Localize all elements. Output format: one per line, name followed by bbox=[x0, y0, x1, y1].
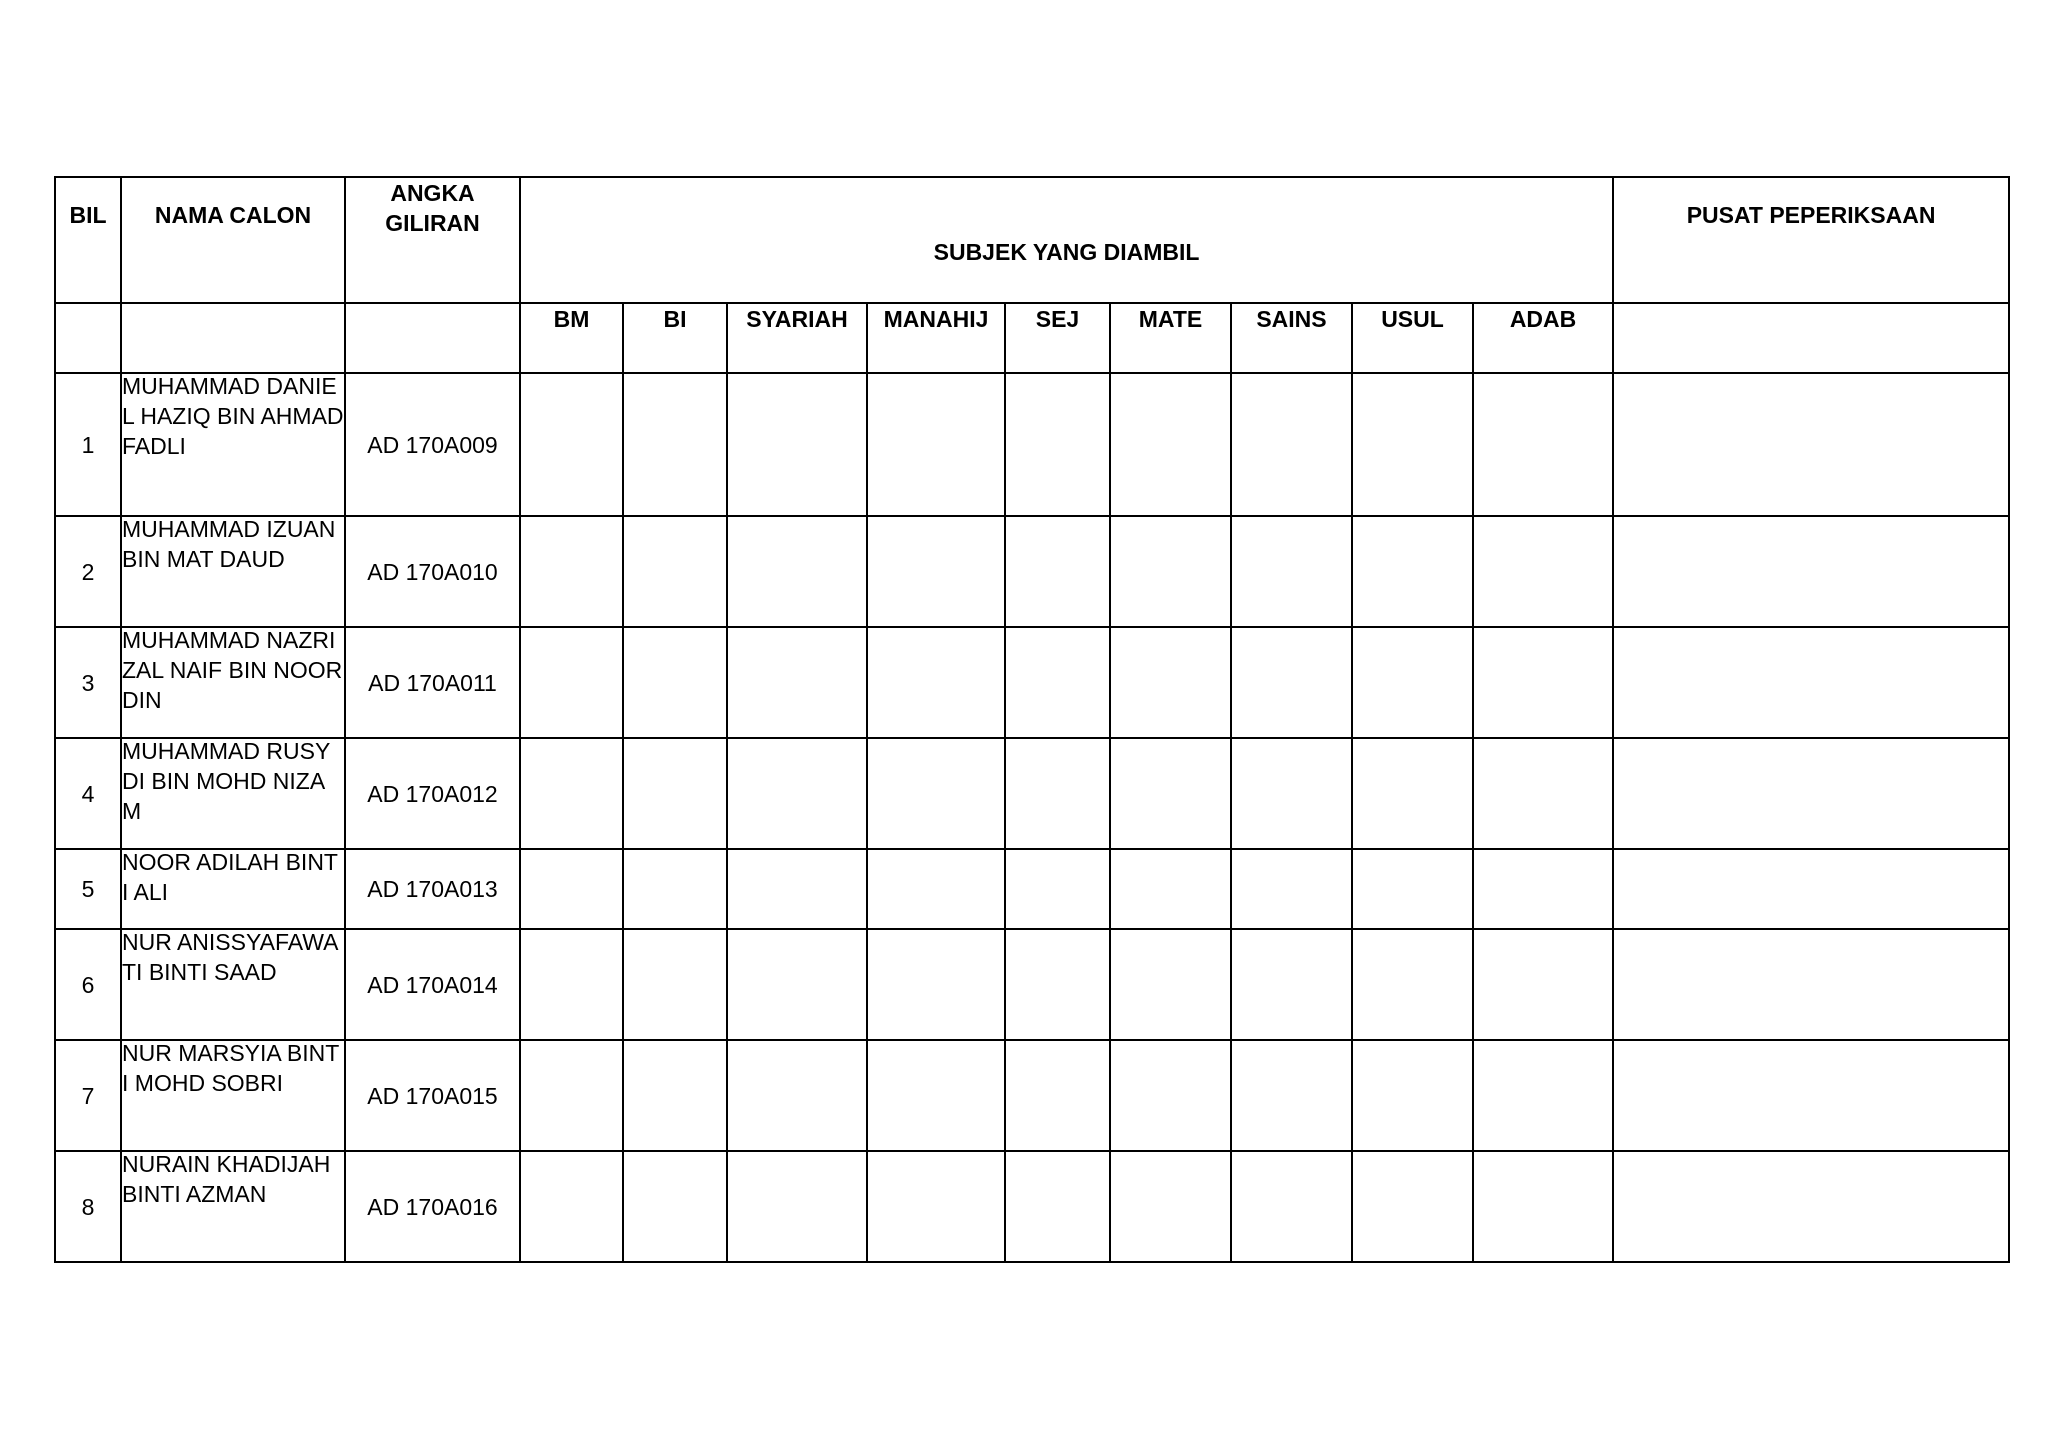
cell-bil: 8 bbox=[55, 1151, 121, 1262]
candidate-name: MUHAMMAD IZUAN BIN MAT DAUD bbox=[122, 516, 336, 572]
cell-nama-calon bbox=[121, 373, 345, 516]
cell-subject-mate[interactable] bbox=[1110, 1040, 1231, 1151]
cell-subject-adab[interactable] bbox=[1473, 738, 1613, 849]
cell-subject-adab[interactable] bbox=[1473, 1151, 1613, 1262]
cell-subject-manahij[interactable] bbox=[867, 1151, 1005, 1262]
candidate-register-table bbox=[54, 176, 2010, 1263]
candidate-name: MUHAMMAD DANIEL HAZIQ BIN AHMAD FADLI bbox=[122, 373, 344, 459]
cell-nama-calon bbox=[121, 849, 345, 929]
cell-angka-giliran: AD 170A010 bbox=[345, 516, 520, 627]
cell-bil: 1 bbox=[55, 373, 121, 516]
table-row bbox=[55, 373, 2009, 516]
candidate-name: NUR ANISSYAFAWATI BINTI SAAD bbox=[122, 929, 339, 985]
table-row bbox=[55, 738, 2009, 849]
cell-subject-bm[interactable] bbox=[520, 516, 623, 627]
cell-subject-syariah[interactable] bbox=[727, 516, 867, 627]
cell-subject-bi[interactable] bbox=[623, 516, 727, 627]
cell-nama-calon bbox=[121, 929, 345, 1040]
cell-bil: 4 bbox=[55, 738, 121, 849]
cell-subject-manahij[interactable] bbox=[867, 1040, 1005, 1151]
cell-subject-sains[interactable] bbox=[1231, 849, 1352, 929]
cell-nama-calon bbox=[121, 1040, 345, 1151]
cell-pusat-peperiksaan[interactable] bbox=[1613, 1040, 2009, 1151]
cell-angka-giliran: AD 170A016 bbox=[345, 1151, 520, 1262]
cell-subject-bi[interactable] bbox=[623, 373, 727, 516]
cell-pusat-peperiksaan[interactable] bbox=[1613, 627, 2009, 738]
cell-subject-usul[interactable] bbox=[1352, 627, 1473, 738]
subject-header-bm: BM bbox=[520, 303, 623, 373]
header-row-subjects bbox=[55, 303, 2009, 373]
cell-subject-bm[interactable] bbox=[520, 738, 623, 849]
header-sub-blank-nama bbox=[121, 303, 345, 373]
cell-subject-bm[interactable] bbox=[520, 929, 623, 1040]
cell-subject-sej[interactable] bbox=[1005, 849, 1110, 929]
cell-subject-adab[interactable] bbox=[1473, 627, 1613, 738]
cell-angka-giliran: AD 170A013 bbox=[345, 849, 520, 929]
cell-angka-giliran: AD 170A009 bbox=[345, 373, 520, 516]
cell-angka-giliran: AD 170A014 bbox=[345, 929, 520, 1040]
header-sub-blank-bil bbox=[55, 303, 121, 373]
cell-subject-sains[interactable] bbox=[1231, 1151, 1352, 1262]
cell-subject-syariah[interactable] bbox=[727, 849, 867, 929]
cell-subject-sains[interactable] bbox=[1231, 929, 1352, 1040]
cell-pusat-peperiksaan[interactable] bbox=[1613, 516, 2009, 627]
cell-subject-sains[interactable] bbox=[1231, 627, 1352, 738]
candidate-name: MUHAMMAD RUSYDI BIN MOHD NIZAM bbox=[122, 738, 331, 824]
header-sub-blank-pusat bbox=[1613, 303, 2009, 373]
subject-header-mate: MATE bbox=[1110, 303, 1231, 373]
cell-subject-mate[interactable] bbox=[1110, 738, 1231, 849]
cell-pusat-peperiksaan[interactable] bbox=[1613, 1151, 2009, 1262]
cell-nama-calon bbox=[121, 1151, 345, 1262]
cell-subject-sej[interactable] bbox=[1005, 1040, 1110, 1151]
cell-subject-sains[interactable] bbox=[1231, 516, 1352, 627]
cell-subject-usul[interactable] bbox=[1352, 929, 1473, 1040]
cell-subject-bi[interactable] bbox=[623, 929, 727, 1040]
subject-header-bi: BI bbox=[623, 303, 727, 373]
table-row bbox=[55, 929, 2009, 1040]
cell-subject-adab[interactable] bbox=[1473, 929, 1613, 1040]
cell-subject-mate[interactable] bbox=[1110, 516, 1231, 627]
cell-subject-sej[interactable] bbox=[1005, 1151, 1110, 1262]
cell-subject-syariah[interactable] bbox=[727, 373, 867, 516]
header-nama-calon: NAMA CALON bbox=[121, 177, 345, 303]
cell-pusat-peperiksaan[interactable] bbox=[1613, 849, 2009, 929]
header-bil: BIL bbox=[55, 177, 121, 303]
header-sub-blank-angka bbox=[345, 303, 520, 373]
cell-subject-adab[interactable] bbox=[1473, 849, 1613, 929]
cell-angka-giliran: AD 170A015 bbox=[345, 1040, 520, 1151]
cell-nama-calon bbox=[121, 516, 345, 627]
cell-subject-mate[interactable] bbox=[1110, 1151, 1231, 1262]
cell-subject-bi[interactable] bbox=[623, 738, 727, 849]
cell-subject-bm[interactable] bbox=[520, 849, 623, 929]
cell-subject-sej[interactable] bbox=[1005, 516, 1110, 627]
cell-subject-bi[interactable] bbox=[623, 627, 727, 738]
cell-subject-bi[interactable] bbox=[623, 1151, 727, 1262]
cell-subject-manahij[interactable] bbox=[867, 627, 1005, 738]
cell-subject-mate[interactable] bbox=[1110, 627, 1231, 738]
cell-subject-usul[interactable] bbox=[1352, 1040, 1473, 1151]
cell-subject-syariah[interactable] bbox=[727, 738, 867, 849]
subject-header-usul: USUL bbox=[1352, 303, 1473, 373]
header-angka-giliran-text: ANGKA GILIRAN bbox=[385, 180, 480, 236]
cell-pusat-peperiksaan[interactable] bbox=[1613, 929, 2009, 1040]
cell-subject-adab[interactable] bbox=[1473, 373, 1613, 516]
cell-subject-manahij[interactable] bbox=[867, 738, 1005, 849]
cell-subject-adab[interactable] bbox=[1473, 516, 1613, 627]
cell-subject-manahij[interactable] bbox=[867, 373, 1005, 516]
table-row bbox=[55, 1040, 2009, 1151]
cell-angka-giliran: AD 170A011 bbox=[345, 627, 520, 738]
candidate-name: MUHAMMAD NAZRIZAL NAIF BIN NOORDIN bbox=[122, 627, 343, 713]
cell-subject-syariah[interactable] bbox=[727, 627, 867, 738]
header-pusat-peperiksaan: PUSAT PEPERIKSAAN bbox=[1613, 177, 2009, 303]
cell-subject-usul[interactable] bbox=[1352, 1151, 1473, 1262]
cell-subject-bi[interactable] bbox=[623, 1040, 727, 1151]
table-row bbox=[55, 849, 2009, 929]
cell-subject-manahij[interactable] bbox=[867, 849, 1005, 929]
subject-header-adab: ADAB bbox=[1473, 303, 1613, 373]
cell-bil: 3 bbox=[55, 627, 121, 738]
table-row bbox=[55, 627, 2009, 738]
subject-header-syariah: SYARIAH bbox=[727, 303, 867, 373]
cell-subject-syariah[interactable] bbox=[727, 1151, 867, 1262]
table-row bbox=[55, 1151, 2009, 1262]
candidate-name: NOOR ADILAH BINTI ALI bbox=[122, 849, 338, 905]
cell-subject-usul[interactable] bbox=[1352, 849, 1473, 929]
cell-subject-syariah[interactable] bbox=[727, 1040, 867, 1151]
header-angka-giliran bbox=[345, 177, 520, 303]
cell-subject-sej[interactable] bbox=[1005, 627, 1110, 738]
cell-subject-bm[interactable] bbox=[520, 627, 623, 738]
cell-subject-sains[interactable] bbox=[1231, 373, 1352, 516]
cell-subject-syariah[interactable] bbox=[727, 929, 867, 1040]
candidate-name: NUR MARSYIA BINTI MOHD SOBRI bbox=[122, 1040, 340, 1096]
cell-subject-usul[interactable] bbox=[1352, 738, 1473, 849]
cell-bil: 5 bbox=[55, 849, 121, 929]
cell-subject-sains[interactable] bbox=[1231, 738, 1352, 849]
cell-subject-bm[interactable] bbox=[520, 373, 623, 516]
cell-subject-mate[interactable] bbox=[1110, 373, 1231, 516]
cell-bil: 2 bbox=[55, 516, 121, 627]
cell-subject-adab[interactable] bbox=[1473, 1040, 1613, 1151]
cell-subject-usul[interactable] bbox=[1352, 373, 1473, 516]
cell-subject-bm[interactable] bbox=[520, 1040, 623, 1151]
cell-subject-sej[interactable] bbox=[1005, 738, 1110, 849]
subject-header-sej: SEJ bbox=[1005, 303, 1110, 373]
subject-header-manahij: MANAHIJ bbox=[867, 303, 1005, 373]
cell-subject-sains[interactable] bbox=[1231, 1040, 1352, 1151]
cell-subject-bm[interactable] bbox=[520, 1151, 623, 1262]
candidate-rows bbox=[55, 373, 2009, 1262]
cell-nama-calon bbox=[121, 627, 345, 738]
cell-subject-usul[interactable] bbox=[1352, 516, 1473, 627]
cell-pusat-peperiksaan[interactable] bbox=[1613, 373, 2009, 516]
cell-bil: 6 bbox=[55, 929, 121, 1040]
cell-subject-mate[interactable] bbox=[1110, 929, 1231, 1040]
cell-subject-sej[interactable] bbox=[1005, 929, 1110, 1040]
cell-subject-manahij[interactable] bbox=[867, 516, 1005, 627]
subject-header-sains: SAINS bbox=[1231, 303, 1352, 373]
header-subjek-yang-diambil: SUBJEK YANG DIAMBIL bbox=[520, 177, 1613, 303]
table-row bbox=[55, 516, 2009, 627]
candidate-name: NURAIN KHADIJAH BINTI AZMAN bbox=[122, 1151, 331, 1207]
cell-angka-giliran: AD 170A012 bbox=[345, 738, 520, 849]
cell-subject-mate[interactable] bbox=[1110, 849, 1231, 929]
cell-subject-manahij[interactable] bbox=[867, 929, 1005, 1040]
cell-bil: 7 bbox=[55, 1040, 121, 1151]
cell-subject-sej[interactable] bbox=[1005, 373, 1110, 516]
cell-pusat-peperiksaan[interactable] bbox=[1613, 738, 2009, 849]
header-row-main bbox=[55, 177, 2009, 303]
cell-nama-calon bbox=[121, 738, 345, 849]
cell-subject-bi[interactable] bbox=[623, 849, 727, 929]
candidate-register-sheet bbox=[54, 176, 2008, 1263]
